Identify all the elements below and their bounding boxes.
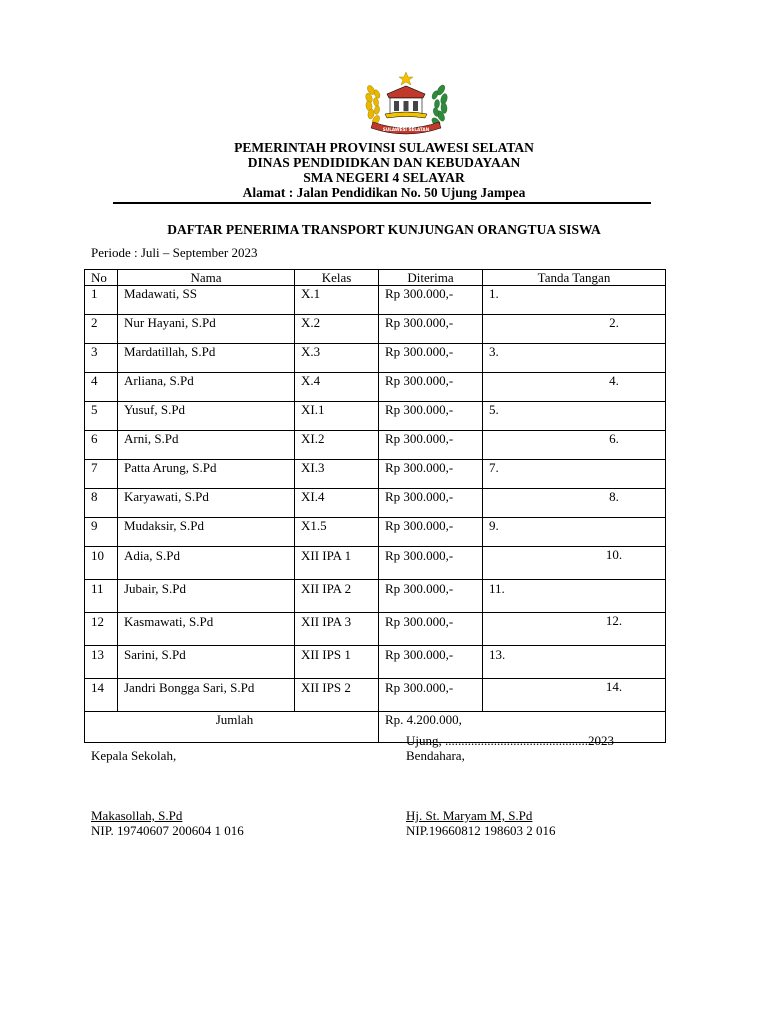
header-school: SMA NEGERI 4 SELAYAR <box>303 170 465 185</box>
header-department: DINAS PENDIDIDKAN DAN KEBUDAYAAN <box>247 155 521 170</box>
cell-diterima: Rp 300.000,- <box>379 679 483 712</box>
place-date: Ujung, ............................................2023 <box>406 733 614 748</box>
header-diterima: Diterima <box>379 270 483 286</box>
head-name: Makasollah, S.Pd <box>91 808 183 823</box>
cell-nama: Jandri Bongga Sari, S.Pd <box>118 679 295 712</box>
cell-kelas: XII IPA 3 <box>295 613 379 646</box>
cell-kelas: X.2 <box>295 315 379 344</box>
cell-nama: Mudaksir, S.Pd <box>118 518 295 547</box>
table-row <box>85 646 666 679</box>
cell-diterima: Rp 300.000,- <box>379 613 483 646</box>
cell-diterima: Rp 300.000,- <box>379 315 483 344</box>
cell-no: 4 <box>85 373 118 402</box>
head-title: Kepala Sekolah, <box>91 748 177 763</box>
cell-kelas: XII IPA 1 <box>295 547 379 580</box>
cell-nama: Karyawati, S.Pd <box>118 489 295 518</box>
cell-diterima: Rp 300.000,- <box>379 431 483 460</box>
signature-number: 6. <box>609 431 619 446</box>
cell-tanda-tangan <box>483 679 666 712</box>
cell-diterima: Rp 300.000,- <box>379 344 483 373</box>
cell-nama: Yusuf, S.Pd <box>118 402 295 431</box>
cell-nama: Jubair, S.Pd <box>118 580 295 613</box>
recipients-table <box>84 269 666 743</box>
cell-diterima: Rp 300.000,- <box>379 373 483 402</box>
cell-no: 9 <box>85 518 118 547</box>
table-row <box>85 547 666 580</box>
cell-kelas: XII IPS 1 <box>295 646 379 679</box>
signature-number: 8. <box>609 489 619 504</box>
cell-kelas: X.4 <box>295 373 379 402</box>
cell-nama: Arliana, S.Pd <box>118 373 295 402</box>
cell-kelas: XI.1 <box>295 402 379 431</box>
cell-nama: Adia, S.Pd <box>118 547 295 580</box>
total-value: Rp. 4.200.000, <box>379 712 666 743</box>
document-title: DAFTAR PENERIMA TRANSPORT KUNJUNGAN ORANGTUA SISWA <box>167 222 601 237</box>
cell-no: 11 <box>85 580 118 613</box>
table-row <box>85 580 666 613</box>
cell-kelas: XI.3 <box>295 460 379 489</box>
cell-nama: Sarini, S.Pd <box>118 646 295 679</box>
signature-number: 4. <box>609 373 619 388</box>
cell-no: 6 <box>85 431 118 460</box>
header-government: PEMERINTAH PROVINSI SULAWESI SELATAN <box>234 140 534 155</box>
table-row <box>85 613 666 646</box>
signature-number: 2. <box>609 315 619 330</box>
cell-tanda-tangan: 7. <box>483 460 666 489</box>
total-label: Jumlah <box>85 712 379 743</box>
table-row <box>85 286 666 315</box>
cell-no: 13 <box>85 646 118 679</box>
cell-kelas: X.1 <box>295 286 379 315</box>
table-row <box>85 344 666 373</box>
table-header-row <box>85 270 666 286</box>
cell-diterima: Rp 300.000,- <box>379 402 483 431</box>
cell-tanda-tangan: 1. <box>483 286 666 315</box>
head-nip: NIP. 19740607 200604 1 016 <box>91 823 244 838</box>
cell-diterima: Rp 300.000,- <box>379 547 483 580</box>
header-divider <box>113 202 651 204</box>
cell-kelas: XI.4 <box>295 489 379 518</box>
cell-tanda-tangan <box>483 489 666 518</box>
cell-tanda-tangan: 5. <box>483 402 666 431</box>
header-no: No <box>85 270 118 286</box>
cell-diterima: Rp 300.000,- <box>379 286 483 315</box>
signature-number: 12. <box>605 613 623 628</box>
cell-no: 2 <box>85 315 118 344</box>
header-address: Alamat : Jalan Pendidikan No. 50 Ujung Jampea <box>242 185 526 200</box>
table-row <box>85 460 666 489</box>
header-nama: Nama <box>118 270 295 286</box>
table-row <box>85 679 666 712</box>
cell-kelas: XI.2 <box>295 431 379 460</box>
cell-no: 5 <box>85 402 118 431</box>
period-label: Periode : Juli – September 2023 <box>91 245 258 260</box>
cell-tanda-tangan: 3. <box>483 344 666 373</box>
signature-number: 10. <box>605 547 623 562</box>
cell-kelas: X.3 <box>295 344 379 373</box>
treasurer-name: Hj. St. Maryam M, S.Pd <box>406 808 533 823</box>
cell-nama: Mardatillah, S.Pd <box>118 344 295 373</box>
table-row <box>85 431 666 460</box>
cell-no: 1 <box>85 286 118 315</box>
cell-diterima: Rp 300.000,- <box>379 580 483 613</box>
cell-no: 14 <box>85 679 118 712</box>
cell-tanda-tangan: 13. <box>483 646 666 679</box>
cell-no: 12 <box>85 613 118 646</box>
sulawesi-selatan-emblem-icon <box>361 70 451 138</box>
cell-no: 3 <box>85 344 118 373</box>
cell-nama: Kasmawati, S.Pd <box>118 613 295 646</box>
cell-diterima: Rp 300.000,- <box>379 646 483 679</box>
table-row <box>85 518 666 547</box>
header-tanda-tangan: Tanda Tangan <box>483 270 666 286</box>
cell-no: 7 <box>85 460 118 489</box>
cell-diterima: Rp 300.000,- <box>379 460 483 489</box>
cell-diterima: Rp 300.000,- <box>379 489 483 518</box>
cell-no: 10 <box>85 547 118 580</box>
treasurer-title: Bendahara, <box>406 748 465 763</box>
cell-kelas: XII IPS 2 <box>295 679 379 712</box>
table-row <box>85 489 666 518</box>
cell-nama: Madawati, SS <box>118 286 295 315</box>
cell-tanda-tangan <box>483 613 666 646</box>
cell-nama: Arni, S.Pd <box>118 431 295 460</box>
table-row <box>85 315 666 344</box>
cell-tanda-tangan <box>483 373 666 402</box>
cell-tanda-tangan <box>483 431 666 460</box>
cell-nama: Patta Arung, S.Pd <box>118 460 295 489</box>
header-kelas: Kelas <box>295 270 379 286</box>
cell-kelas: XII IPA 2 <box>295 580 379 613</box>
cell-kelas: X1.5 <box>295 518 379 547</box>
table-row <box>85 402 666 431</box>
cell-tanda-tangan: 9. <box>483 518 666 547</box>
cell-diterima: Rp 300.000,- <box>379 518 483 547</box>
cell-nama: Nur Hayani, S.Pd <box>118 315 295 344</box>
table-row <box>85 373 666 402</box>
treasurer-nip: NIP.19660812 198603 2 016 <box>406 823 556 838</box>
cell-tanda-tangan: 11. <box>483 580 666 613</box>
emblem-ribbon-text: SULAWESI SELATAN <box>382 127 430 132</box>
cell-no: 8 <box>85 489 118 518</box>
signature-number: 14. <box>605 679 623 694</box>
cell-tanda-tangan <box>483 547 666 580</box>
cell-tanda-tangan <box>483 315 666 344</box>
